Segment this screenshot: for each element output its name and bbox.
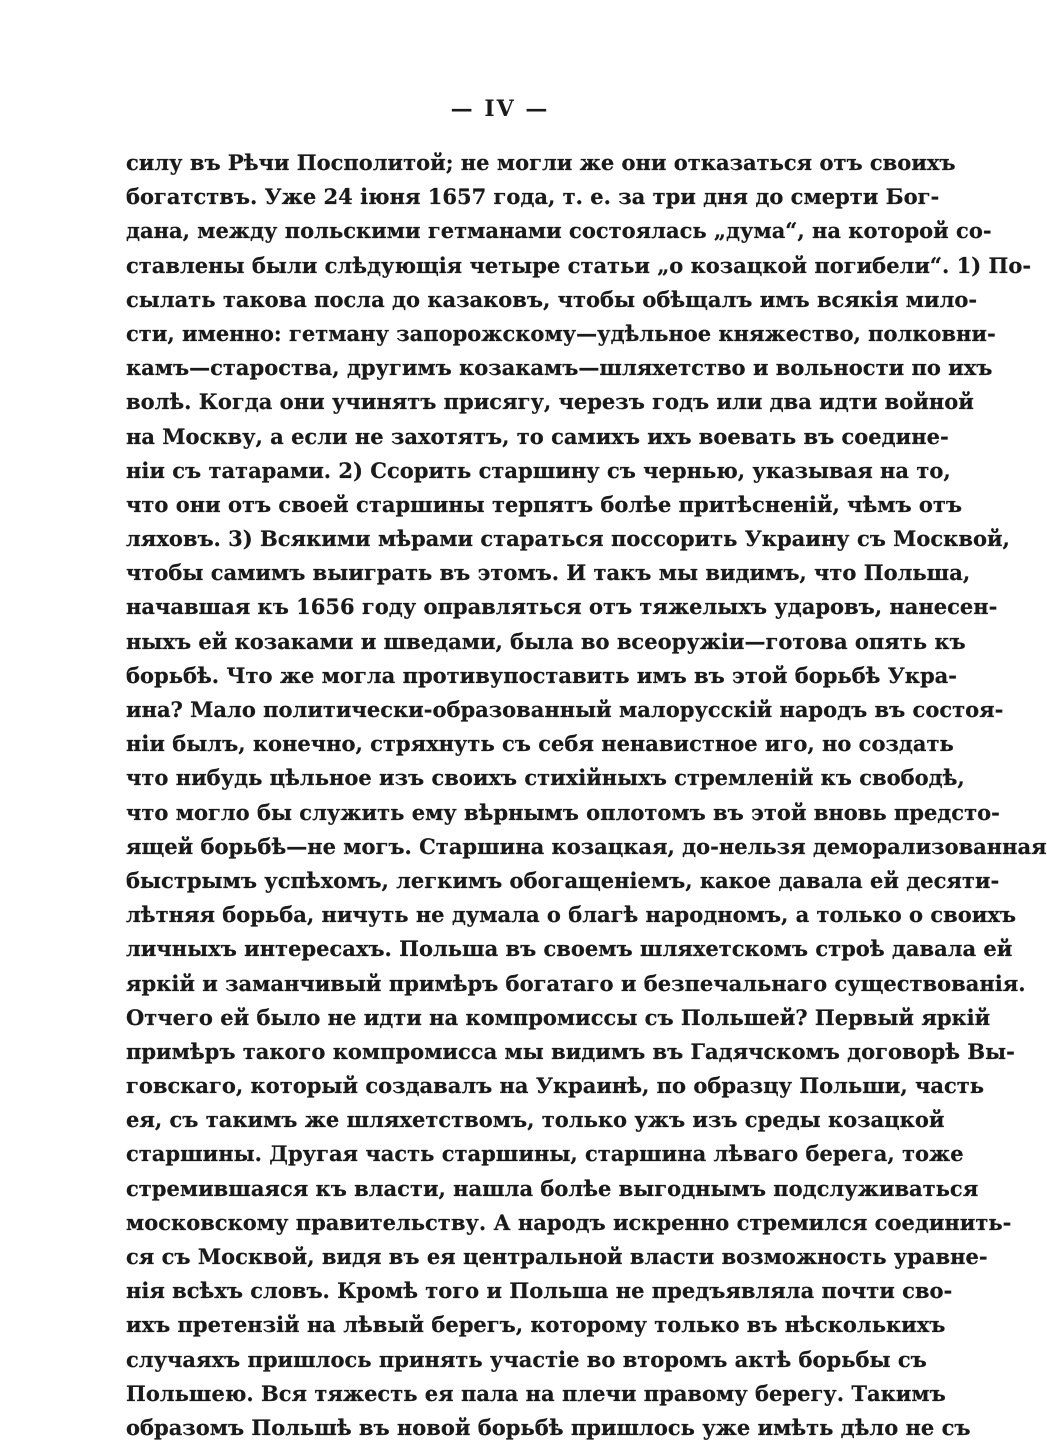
text-line: борьбѣ. Что же могла противупоставить имъ въ этой борьбѣ Укра- [126,662,957,688]
text-line: ся съ Москвой, видя въ ея центральной власти возможность уравне- [126,1244,988,1269]
text-line: что могло бы служить ему вѣрнымъ оплотомъ въ этой вновь предсто- [126,799,1000,825]
text-line: чтобы самимъ выиграть въ этомъ. И такъ мы видимъ, что Польша, [126,560,971,586]
text-line: примѣръ такого компромисса мы видимъ въ Гадячскомъ договорѣ Вы- [126,1038,1015,1064]
text-line: ея, съ такимъ же шляхетствомъ, только ужъ изъ среды козацкой [126,1107,945,1133]
text-line: образомъ Польшѣ въ новой борьбѣ пришлось уже имѣть дѣло не съ [126,1414,971,1440]
text-line: ляховъ. 3) Всякими мѣрами стараться поссорить Украину съ Москвой, [126,526,1010,552]
text-line: Отчего ей было не идти на компромиссы съ Польшей? Первый яркій [126,1004,991,1030]
text-line: дана, между польскими гетманами состоялась „дума“, на которой со- [126,218,992,244]
text-line: начавшая къ 1656 году оправляться отъ тяжелыхъ ударовъ, нанесен- [126,594,998,620]
text-line: сылать такова посла до казаковъ, чтобы обѣщалъ имъ всякія мило- [126,286,978,312]
text-line: что нибудь цѣльное изъ своихъ стихійныхъ стремленій къ свободѣ, [126,765,965,791]
text-line: богатствъ. Уже 24 іюня 1657 года, т. е. за три дня до смерти Бог- [126,184,940,210]
text-line: нія всѣхъ словъ. Кромѣ того и Польша не предъявляла почти сво- [126,1278,953,1304]
text-line: волѣ. Когда они учинятъ присягу, черезъ годъ или два идти войной [126,389,974,415]
body-text [126,146,1047,1445]
text-line: ніи былъ, конечно, стряхнуть съ себя ненавистное иго, но создать [126,731,954,757]
text-line: стремившаяся къ власти, нашла болѣе выгоднымъ подслуживаться [126,1175,979,1201]
text-line: случаяхъ пришлось принять участіе во второмъ актѣ борьбы съ [126,1346,927,1372]
text-line: старшины. Другая часть старшины, старшина лѣваго берега, тоже [126,1141,964,1167]
text-line: что они отъ своей старшины терпятъ болѣе притѣсненій, чѣмъ отъ [126,491,963,517]
text-line: ныхъ ей козаками и шведами, была во всеоружіи—готова опять къ [126,628,966,654]
text-line: сти, именно: гетману запорожскому—удѣльное княжество, полковни- [126,320,996,346]
page-number: — IV — [450,96,550,122]
text-line: московскому правительству. А народъ искренно стремился соединить- [126,1209,1012,1235]
text-line: ставлены были слѣдующія четыре статьи „о козацкой погибели“. 1) По- [126,252,1032,278]
text-line: лѣтняя борьба, ничуть не думала о благѣ народномъ, а только о своихъ [126,902,1016,928]
text-line: быстрымъ успѣхомъ, легкимъ обогащеніемъ, какое давала ей десяти- [126,867,1000,893]
text-line: говскаго, который создавалъ на Украинѣ, по образцу Польши, часть [126,1073,985,1099]
text-line: силу въ Рѣчи Посполитой; не могли же они отказаться отъ своихъ [126,150,956,175]
text-line: ихъ претензій на лѣвый берегъ, которому только въ нѣсколькихъ [126,1312,946,1338]
text-line: яркій и заманчивый примѣръ богатаго и безпечальнаго существованія. [126,970,1026,996]
text-line: ніи съ татарами. 2) Ссорить старшину съ чернью, указывая на то, [126,457,951,483]
text-line: Польшею. Вся тяжесть ея пала на плечи правому берегу. Такимъ [126,1380,946,1406]
text-line: камъ—староства, другимъ козакамъ—шляхетство и вольности по ихъ [126,355,993,381]
text-line: ящей борьбѣ—не могъ. Старшина козацкая, до-нельзя деморализованная [126,833,1047,859]
text-line: личныхъ интересахъ. Польша въ своемъ шляхетскомъ строѣ давала ей [126,936,1013,962]
text-line: ина? Мало политически-образованный малорусскій народъ въ состоя- [126,697,1004,722]
text-line: на Москву, а если не захотятъ, то самихъ ихъ воевать въ соедине- [126,423,949,449]
